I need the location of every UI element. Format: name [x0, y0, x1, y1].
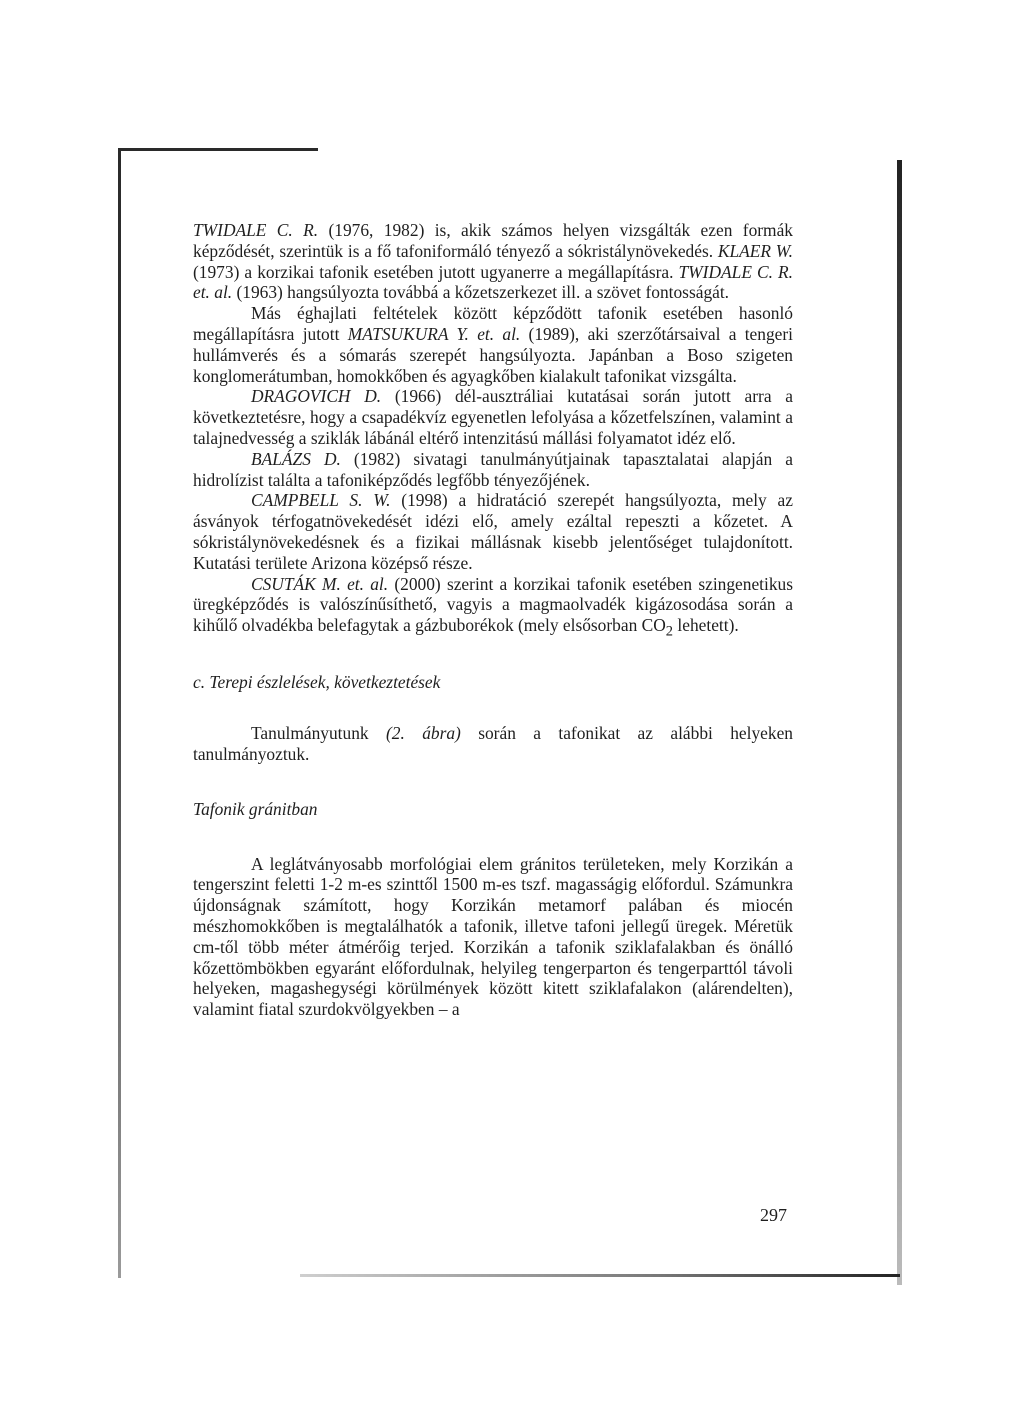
body-text: során a tafonikat az alábbi helyeken tanulmányoztuk.: [193, 723, 794, 764]
scan-edge-bottom: [300, 1274, 900, 1277]
final-paragraph: [193, 854, 793, 1020]
citation-author: CAMPBELL S. W.: [251, 490, 391, 511]
paragraph-6: [193, 574, 793, 643]
body-text: (1989), aki szerzőtársaival a tengeri hullámverés és a sómarás szerepét hangsúlyozta. Japánban a Boso szigeten konglomerátumban, homokkőben és agyagkőben kialakult tafonikat vizsgálta.: [193, 323, 794, 386]
paragraph-1: [193, 220, 793, 303]
body-text: A leglátványosabb morfológiai elem gránitos területeken, mely Korzikán a tengerszint feletti 1-2 m-es szinttől 1500 m-es tszf. magasságig előfordul. Számunkra újdonságnak számított, hogy Korzikán metamorf palában és miocén mészhomokkőben is megtalálhatók a tafonik, illetve tafoni jellegű üregek. Méretük cm-től több méter átmérőig terjed. Korzikán a tafonik sziklafalakban és önálló kőzettömbökben egyaránt előfordulnak, helyileg tengerparton és tengerparttól távoli helyeken, magashegységi körülmények között kitett sziklafalakon (alárendelten), valamint fiatal szurdokvölgyekben – a: [193, 853, 793, 1020]
section-paragraph: [193, 723, 793, 765]
citation-author: TWIDALE C. R. et. al.: [193, 261, 793, 303]
citation-author: CSUTÁK M. et. al.: [251, 573, 389, 594]
body-text: Más éghajlati feltételek között képződött tafonik esetében hasonló megállapításra jutott: [193, 303, 793, 344]
citation-author: KLAER W.: [717, 240, 793, 261]
citation-author: TWIDALE C. R.: [193, 220, 319, 240]
body-text: (1973) a korzikai tafonik esetében jutott ugyanerre a megállapításra.: [193, 261, 679, 282]
citation-author: DRAGOVICH D.: [251, 386, 382, 407]
body-text: (1982) sivatagi tanulmányútjainak tapasztalatai alapján a hidrolízist találta a tafoniképződés legfőbb tényezőjének.: [193, 448, 793, 490]
subheading: Tafonik gránitban: [193, 798, 318, 819]
scan-edge-top: [118, 148, 318, 151]
citation-author: MATSUKURA Y. et. al.: [347, 323, 521, 344]
subscript-text: 2: [665, 623, 674, 640]
body-text: lehetett).: [673, 615, 739, 636]
page-body: [193, 220, 793, 1020]
body-text: (2000) szerint a korzikai tafonik esetében szingenetikus üregképződés is valószínűsíthető, vagyis a magmaolvadék kigázosodása során a kihűlő olvadékba belefagytak a gázbuborékok (mely elsősorban: [193, 573, 793, 636]
scan-edge-left: [118, 148, 121, 1278]
citation-author: BALÁZS D.: [251, 448, 341, 469]
paragraph-2: [193, 303, 793, 386]
body-text: (1976, 1982) is, akik számos helyen vizsgálták ezen formák képződését, szerintük is a fő tafoniformáló tényező a sókristálynövekedés.: [193, 220, 794, 261]
paragraph-5: [193, 490, 793, 573]
paragraph-4: [193, 449, 793, 491]
page-number: 297: [760, 1205, 787, 1225]
body-text: Tanulmányutunk: [251, 723, 386, 744]
section-heading: c. Terepi észlelések, következtetések: [193, 672, 441, 693]
paragraph-3: [193, 386, 793, 448]
body-text: (1963) hangsúlyozta továbbá a kőzetszerkezet ill. a szövet fontosságát.: [232, 282, 730, 303]
scan-edge-right: [897, 160, 902, 1285]
body-text: (1998) a hidratáció szerepét hangsúlyozta, mely az ásványok térfogatnövekedését idézi elő, amely ezáltal repeszti a kőzetet. A sókristálynövekedésnek és a fizikai mállásnak kisebb jelentőséget tulajdonított. Kutatási területe Arizona középső része.: [193, 490, 793, 573]
citation-author: (2. ábra): [385, 723, 461, 744]
body-text: (1966) dél-ausztráliai kutatásai során jutott arra a következtetésre, hogy a csapadékvíz egyenetlen lefolyása a kőzetfelszínen, valamint a talajnedvesség a sziklák lábánál eltérő intenzitású mállási folyamatot idéz elő.: [193, 386, 794, 448]
body-text: CO: [641, 615, 666, 636]
